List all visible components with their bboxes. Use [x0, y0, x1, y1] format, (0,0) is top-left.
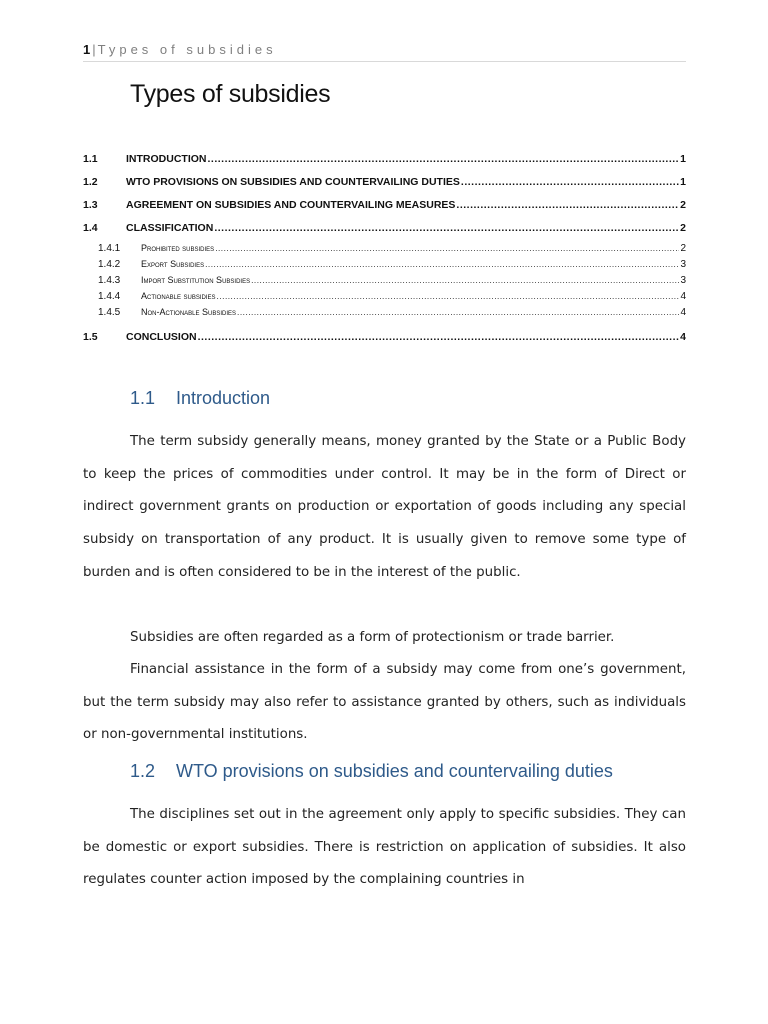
section-heading-introduction — [130, 388, 270, 409]
toc-entry-page: 4 — [680, 331, 686, 343]
toc-subentry-page: 3 — [680, 259, 686, 270]
toc-subentry-page: 2 — [680, 243, 686, 254]
toc-subentry-label: Import Substitution Subsidies — [141, 275, 251, 285]
paragraph: Financial assistance in the form of a subsidy may come from one’s government, but the term subsidy may also refer to assistance granted by others, such as individuals or non-governmental institutions. — [83, 662, 686, 743]
table-of-contents — [83, 150, 686, 351]
toc-dot-leader — [208, 150, 680, 168]
toc-entry-number: 1.1 — [83, 153, 98, 165]
section-number: 1.1 — [130, 388, 156, 408]
toc-subentry-number: 1.4.3 — [98, 275, 121, 286]
header-running-title: Types of subsidies — [97, 42, 277, 57]
paragraph: Subsidies are often regarded as a form of protectionism or trade barrier. — [130, 630, 615, 645]
document-title: Types of subsidies — [130, 80, 331, 108]
toc-entry[interactable] — [83, 328, 686, 351]
toc-subentry-number: 1.4.5 — [98, 307, 121, 318]
toc-subentry-number: 1.4.1 — [98, 243, 121, 254]
toc-entry[interactable] — [83, 173, 686, 196]
toc-subentry-page: 4 — [680, 291, 686, 302]
section-title: Introduction — [176, 388, 271, 408]
toc-entry-label: INTRODUCTION — [126, 153, 207, 165]
toc-entry-number: 1.5 — [83, 331, 98, 343]
header-separator: | — [92, 42, 96, 57]
toc-entry[interactable] — [83, 219, 686, 242]
paragraph: The term subsidy generally means, money granted by the State or a Public Body to keep the prices of commodities under control. It may be in the form of Direct or indirect government grants on production or exportation of goods including any special subsidy on transportation of any product. It is usually given to remove some type of burden and is often considered to be in the interest of the public. — [83, 434, 686, 580]
toc-entry-label: CLASSIFICATION — [126, 222, 214, 234]
toc-dot-leader — [214, 219, 679, 237]
toc-dot-leader — [198, 328, 680, 346]
toc-entry-number: 1.3 — [83, 199, 98, 211]
toc-subentry[interactable] — [83, 242, 686, 258]
toc-entry-label: AGREEMENT ON SUBSIDIES AND COUNTERVAILING MEASURES — [126, 199, 456, 211]
toc-subentry-label: Non-Actionable Subsidies — [141, 307, 237, 317]
toc-dot-leader — [456, 196, 679, 214]
toc-subentry-number: 1.4.2 — [98, 259, 121, 270]
header-page-number: 1 — [83, 42, 91, 57]
toc-dot-leader — [215, 242, 679, 254]
paragraph: The disciplines set out in the agreement only apply to specific subsidies. They can be domestic or export subsidies. There is restriction on application of subsidies. It also regulates counter action imposed by the complaining countries in — [83, 807, 686, 888]
running-header — [83, 42, 686, 62]
toc-subentry-page: 3 — [680, 275, 686, 286]
section-title: WTO provisions on subsidies and countervailing duties — [176, 761, 613, 781]
toc-entry-label: CONCLUSION — [126, 331, 197, 343]
toc-subentry[interactable] — [83, 306, 686, 322]
toc-subentry[interactable] — [83, 290, 686, 306]
toc-subentry[interactable] — [83, 274, 686, 290]
toc-entry-number: 1.2 — [83, 176, 98, 188]
toc-dot-leader — [461, 173, 679, 191]
toc-entry[interactable] — [83, 150, 686, 173]
toc-entry-label: WTO PROVISIONS ON SUBSIDIES AND COUNTERVAILING DUTIES — [126, 176, 460, 188]
toc-entry-page: 2 — [680, 199, 686, 211]
toc-entry[interactable] — [83, 196, 686, 219]
toc-subentry-label: Prohibited subsidies — [141, 243, 215, 253]
toc-entry-number: 1.4 — [83, 222, 98, 234]
toc-subentry-page: 4 — [680, 307, 686, 318]
toc-subentry-label: Actionable subsidies — [141, 291, 216, 301]
toc-dot-leader — [251, 274, 679, 286]
toc-entry-page: 1 — [680, 153, 686, 165]
toc-entry-page: 2 — [680, 222, 686, 234]
toc-dot-leader — [205, 258, 679, 270]
section-heading-wto-provisions — [130, 761, 613, 782]
toc-subentry-number: 1.4.4 — [98, 291, 121, 302]
toc-subentry-label: Export Subsidies — [141, 259, 205, 269]
toc-subentry[interactable] — [83, 258, 686, 274]
section-number: 1.2 — [130, 761, 156, 781]
toc-dot-leader — [217, 290, 680, 302]
toc-dot-leader — [237, 306, 679, 318]
toc-entry-page: 1 — [680, 176, 686, 188]
